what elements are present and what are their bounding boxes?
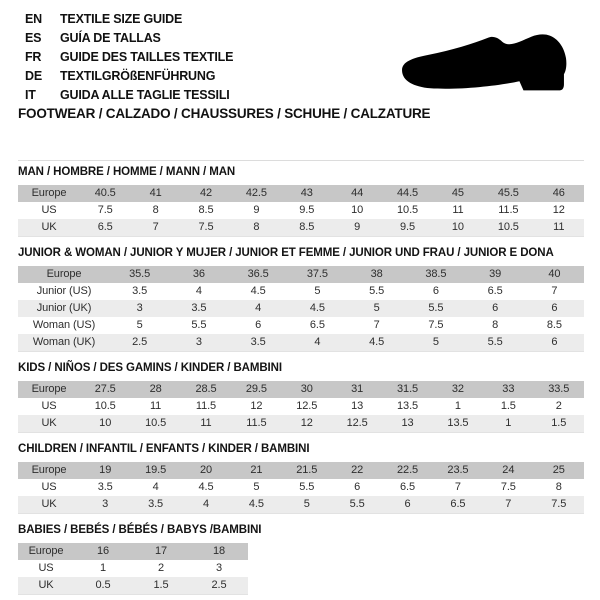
size-table-section — [18, 362, 584, 433]
size-value: 3.5 — [97, 481, 113, 493]
section-title: BABIES / BEBÉS / BÉBÉS / BABYS /BAMBINI — [18, 524, 262, 536]
table-row — [18, 266, 584, 283]
size-value: 6 — [354, 481, 361, 493]
size-value: 10.5 — [94, 400, 116, 412]
size-value: 8 — [555, 481, 562, 493]
size-value: 9 — [253, 204, 260, 216]
size-value: 4.5 — [198, 481, 214, 493]
section-title: KIDS / NIÑOS / DES GAMINS / KINDER / BAMBINI — [18, 362, 282, 374]
dress-shoe-icon — [400, 33, 568, 93]
row-label: UK — [41, 498, 57, 510]
size-value: 8.5 — [198, 204, 214, 216]
size-value: 5 — [314, 285, 321, 297]
row-label: US — [41, 204, 57, 216]
size-value: 31.5 — [397, 383, 419, 395]
size-value: 10 — [99, 417, 112, 429]
table-row — [18, 462, 584, 479]
section-title: CHILDREN / INFANTIL / ENFANTS / KINDER / BAMBINI — [18, 443, 310, 455]
size-value: 32 — [451, 383, 464, 395]
size-value: 5.5 — [428, 302, 444, 314]
language-code: IT — [25, 87, 36, 102]
size-value: 1 — [99, 562, 107, 574]
size-value: 8 — [492, 319, 499, 331]
size-value: 5.5 — [349, 498, 365, 510]
table-row — [18, 381, 584, 398]
size-value: 6.5 — [97, 221, 113, 233]
size-value: 13.5 — [397, 400, 419, 412]
size-value: 9 — [354, 221, 361, 233]
size-value: 2.5 — [132, 336, 148, 348]
row-label: UK — [38, 579, 54, 591]
size-value: 7 — [373, 319, 380, 331]
language-row — [25, 66, 233, 85]
size-value: 35.5 — [129, 268, 151, 280]
size-value: 19 — [99, 464, 112, 476]
size-value: 5 — [432, 336, 439, 348]
size-value: 19.5 — [145, 464, 167, 476]
size-value: 5.5 — [191, 319, 207, 331]
size-value: 6 — [551, 302, 558, 314]
size-value: 11.5 — [195, 400, 217, 412]
size-value: 0.5 — [95, 579, 111, 591]
size-value: 7.5 — [500, 481, 516, 493]
table-row — [18, 496, 584, 514]
size-value: 2 — [555, 400, 562, 412]
size-value: 8 — [253, 221, 260, 233]
language-code: EN — [25, 11, 42, 26]
size-value: 11 — [149, 400, 162, 412]
size-value: 7.5 — [97, 204, 113, 216]
size-value: 7.5 — [428, 319, 444, 331]
size-value: 1.5 — [551, 417, 567, 429]
language-list — [25, 9, 233, 104]
size-value: 12 — [300, 417, 313, 429]
size-value: 42.5 — [245, 187, 267, 199]
size-value: 10.5 — [497, 221, 519, 233]
table-row — [18, 202, 584, 219]
size-value: 7 — [152, 221, 159, 233]
row-label: UK — [41, 221, 57, 233]
size-value: 6.5 — [450, 498, 466, 510]
size-value: 5 — [303, 498, 310, 510]
size-table-section — [18, 443, 584, 514]
size-value: 10.5 — [397, 204, 419, 216]
size-value: 39 — [489, 268, 502, 280]
size-value: 7.5 — [551, 498, 567, 510]
size-value: 10 — [451, 221, 464, 233]
size-table — [18, 381, 584, 433]
size-value: 4.5 — [369, 336, 385, 348]
table-row — [18, 185, 584, 202]
size-value: 9.5 — [400, 221, 416, 233]
size-tables — [18, 160, 584, 600]
table-row — [18, 479, 584, 496]
row-label: US — [41, 481, 57, 493]
size-value: 22 — [351, 464, 364, 476]
size-value: 9.5 — [299, 204, 315, 216]
language-title: TEXTILGRÖßENFÜHRUNG — [60, 68, 216, 83]
size-value: 4 — [255, 302, 262, 314]
size-value: 27.5 — [94, 383, 116, 395]
table-row — [18, 560, 248, 577]
size-value: 5 — [373, 302, 380, 314]
size-value: 12 — [250, 400, 263, 412]
size-value: 6.5 — [309, 319, 325, 331]
size-value: 4.5 — [309, 302, 325, 314]
size-value: 6 — [255, 319, 262, 331]
size-value: 29.5 — [245, 383, 267, 395]
size-value: 36 — [192, 268, 205, 280]
size-value: 6 — [551, 336, 558, 348]
size-value: 4 — [202, 498, 209, 510]
size-value: 7.5 — [198, 221, 214, 233]
size-value: 6 — [404, 498, 411, 510]
language-code: FR — [25, 49, 42, 64]
language-row — [25, 28, 233, 47]
row-label: Woman (US) — [32, 319, 96, 331]
size-value: 38 — [370, 268, 383, 280]
row-label: Europe — [46, 268, 82, 280]
section-title: JUNIOR & WOMAN / JUNIOR Y MUJER / JUNIOR ET FEMME / JUNIOR UND FRAU / JUNIOR E DONA — [18, 247, 554, 259]
size-value: 3 — [102, 498, 109, 510]
size-value: 7 — [454, 481, 461, 493]
size-value: 3 — [136, 302, 143, 314]
size-value: 12 — [552, 204, 565, 216]
size-value: 38.5 — [425, 268, 447, 280]
size-value: 45 — [451, 187, 464, 199]
size-value: 3.5 — [132, 285, 148, 297]
size-table — [18, 462, 584, 514]
size-value: 11.5 — [246, 417, 267, 429]
size-table — [18, 543, 248, 595]
size-value: 22.5 — [397, 464, 419, 476]
row-label: Europe — [31, 383, 67, 395]
language-code: ES — [25, 30, 42, 45]
size-value: 42 — [199, 187, 212, 199]
size-value: 1 — [505, 417, 512, 429]
language-title: GUIDE DES TAILLES TEXTILE — [60, 49, 234, 64]
table-row — [18, 219, 584, 237]
size-value: 4 — [195, 285, 202, 297]
language-row — [25, 47, 233, 66]
size-value: 25 — [552, 464, 565, 476]
size-value: 41 — [149, 187, 162, 199]
size-value: 4.5 — [248, 498, 264, 510]
size-value: 17 — [154, 545, 168, 557]
table-row — [18, 415, 584, 433]
row-label: Woman (UK) — [32, 336, 96, 348]
size-value: 44.5 — [397, 187, 419, 199]
size-value: 33 — [502, 383, 515, 395]
row-label: Junior (UK) — [36, 302, 92, 314]
size-value: 45.5 — [497, 187, 519, 199]
size-value: 2.5 — [211, 579, 227, 591]
size-value: 36.5 — [247, 268, 269, 280]
size-value: 40.5 — [94, 187, 116, 199]
size-value: 10 — [351, 204, 364, 216]
size-value: 5 — [253, 481, 260, 493]
row-label: Europe — [28, 545, 64, 557]
size-value: 23.5 — [447, 464, 469, 476]
size-value: 4 — [152, 481, 159, 493]
size-value: 16 — [96, 545, 110, 557]
row-label: US — [38, 562, 54, 574]
table-row — [18, 334, 584, 352]
size-value: 1.5 — [153, 579, 169, 591]
table-row — [18, 577, 248, 595]
size-table — [18, 266, 584, 352]
size-value: 8.5 — [546, 319, 562, 331]
size-value: 3 — [215, 562, 223, 574]
size-value: 13 — [401, 417, 414, 429]
size-value: 20 — [199, 464, 212, 476]
table-row — [18, 543, 248, 560]
size-value: 30 — [300, 383, 313, 395]
size-value: 6 — [432, 285, 439, 297]
size-table-section — [18, 247, 584, 352]
section-title: MAN / HOMBRE / HOMME / MANN / MAN — [18, 166, 236, 178]
language-row — [25, 9, 233, 28]
size-value: 1.5 — [500, 400, 516, 412]
size-value: 11 — [553, 221, 565, 233]
size-value: 3.5 — [148, 498, 164, 510]
language-title: GUÍA DE TALLAS — [60, 30, 161, 45]
size-value: 3.5 — [191, 302, 207, 314]
language-code: DE — [25, 68, 42, 83]
size-value: 4.5 — [250, 285, 266, 297]
size-value: 5.5 — [487, 336, 503, 348]
language-row — [25, 85, 233, 104]
size-value: 28.5 — [195, 383, 217, 395]
language-title: GUIDA ALLE TAGLIE TESSILI — [60, 87, 230, 102]
language-title: TEXTILE SIZE GUIDE — [60, 11, 183, 26]
size-value: 13 — [351, 400, 364, 412]
size-value: 37.5 — [306, 268, 328, 280]
size-value: 7 — [505, 498, 512, 510]
table-row — [18, 300, 584, 317]
size-value: 10.5 — [145, 417, 167, 429]
size-value: 12.5 — [346, 417, 368, 429]
size-value: 5 — [136, 319, 143, 331]
size-value: 5.5 — [299, 481, 315, 493]
size-value: 11 — [452, 204, 464, 216]
row-label: Junior (US) — [36, 285, 92, 297]
size-value: 7 — [551, 285, 558, 297]
size-value: 21 — [250, 464, 263, 476]
size-value: 8.5 — [299, 221, 315, 233]
row-label: US — [41, 400, 57, 412]
size-value: 24 — [502, 464, 515, 476]
size-value: 3 — [195, 336, 202, 348]
size-value: 8 — [152, 204, 159, 216]
size-table-section — [18, 166, 584, 237]
size-value: 11.5 — [498, 204, 519, 216]
size-value: 28 — [149, 383, 162, 395]
size-value: 5.5 — [369, 285, 385, 297]
size-table — [18, 185, 584, 237]
size-value: 21.5 — [296, 464, 318, 476]
size-value: 40 — [548, 268, 561, 280]
size-value: 6 — [492, 302, 499, 314]
size-value: 4 — [314, 336, 321, 348]
size-value: 12.5 — [296, 400, 318, 412]
row-label: UK — [41, 417, 57, 429]
size-value: 44 — [351, 187, 364, 199]
size-value: 13.5 — [447, 417, 469, 429]
row-label: Europe — [31, 464, 67, 476]
size-value: 33.5 — [548, 383, 570, 395]
size-value: 2 — [157, 562, 165, 574]
size-value: 6.5 — [400, 481, 416, 493]
size-value: 46 — [552, 187, 565, 199]
category-heading: FOOTWEAR / CALZADO / CHAUSSURES / SCHUHE / CALZATURE — [18, 106, 431, 121]
size-value: 11 — [200, 417, 212, 429]
table-row — [18, 398, 584, 415]
size-value: 18 — [212, 545, 226, 557]
size-value: 3.5 — [250, 336, 266, 348]
table-row — [18, 317, 584, 334]
size-value: 1 — [454, 400, 461, 412]
size-value: 6.5 — [487, 285, 503, 297]
table-row — [18, 283, 584, 300]
size-table-section — [18, 524, 584, 595]
size-value: 31 — [351, 383, 364, 395]
size-value: 43 — [300, 187, 313, 199]
row-label: Europe — [31, 187, 67, 199]
